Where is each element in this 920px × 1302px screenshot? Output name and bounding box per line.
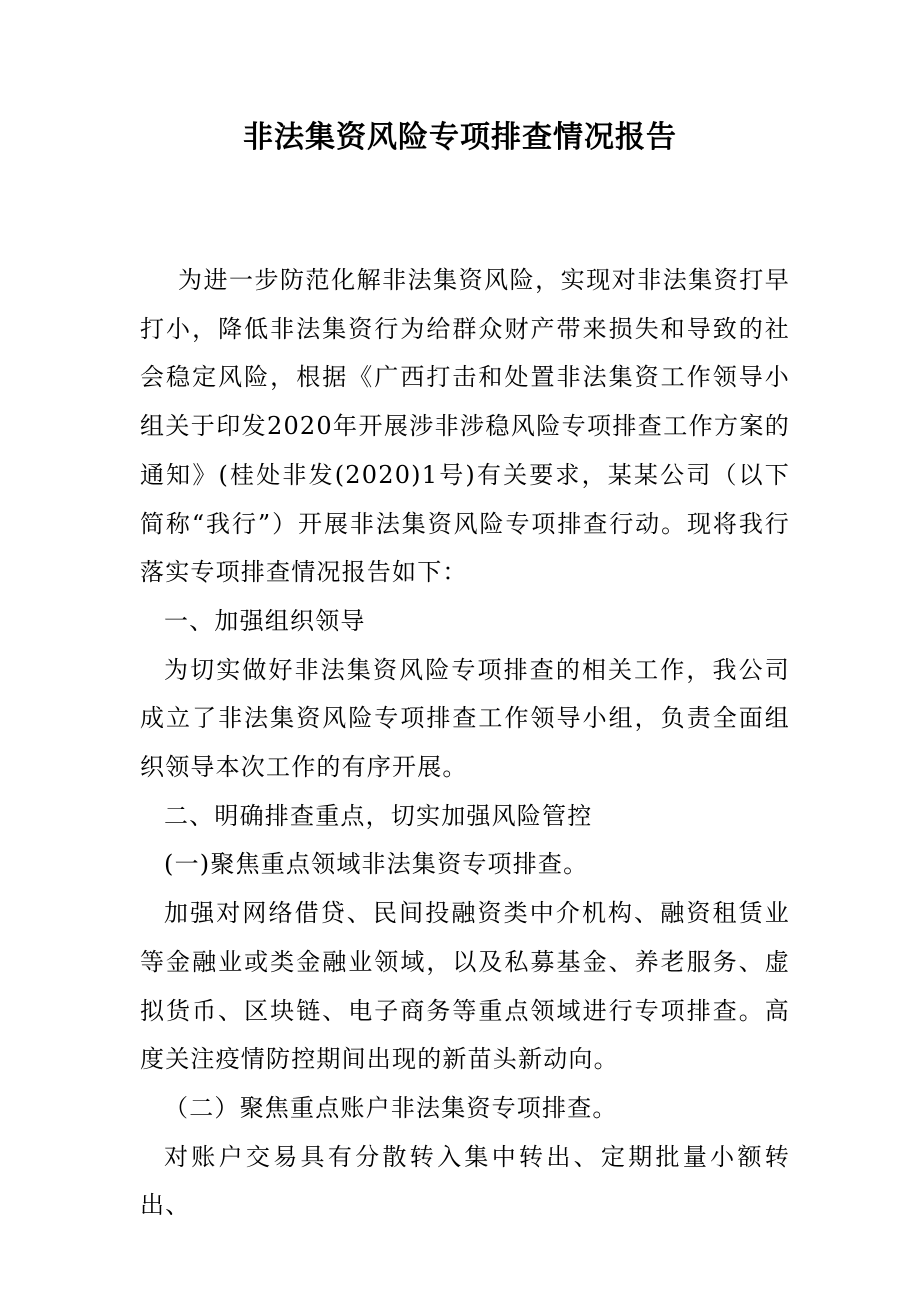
subsection-2-paragraph: 对账户交易具有分散转入集中转出、定期批量小额转出、 [140, 1142, 790, 1220]
section-heading-1: 一、加强组织领导 [164, 606, 366, 635]
intro-paragraph: 为进一步防范化解非法集资风险，实现对非法集资打早打小，降低非法集资行为给群众财产带来损失和导致的社会稳定风险，根据《广西打击和处置非法集资工作领导小组关于印发2020年开展涉非涉稳风险专项排查工作方案的通知》(桂处非发(2020)1号)有关要求，某某公司（以下简称“我行”）开展非法集资风险专项排查行动。现将我行落实专项排查情况报告如下： [140, 266, 790, 587]
subsection-1-paragraph: 加强对网络借贷、民间投融资类中介机构、融资租赁业等金融业或类金融业领域，以及私募基金、养老服务、虚拟货币、区块链、电子商务等重点领域进行专项排查。高度关注疫情防控期间出现的新苗头新动向。 [140, 899, 790, 1074]
document-body [140, 256, 790, 1230]
subsection-heading-2: （二）聚焦重点账户非法集资专项排查。 [164, 1093, 618, 1122]
subsection-heading-1: (一)聚焦重点领域非法集资专项排查。 [164, 850, 589, 879]
section-heading-2: 二、明确排查重点，切实加强风险管控 [164, 801, 593, 830]
section-1-paragraph: 为切实做好非法集资风险专项排查的相关工作，我公司成立了非法集资风险专项排查工作领导小组，负责全面组织领导本次工作的有序开展。 [140, 655, 790, 782]
document-title: 非法集资风险专项排查情况报告 [243, 120, 677, 155]
